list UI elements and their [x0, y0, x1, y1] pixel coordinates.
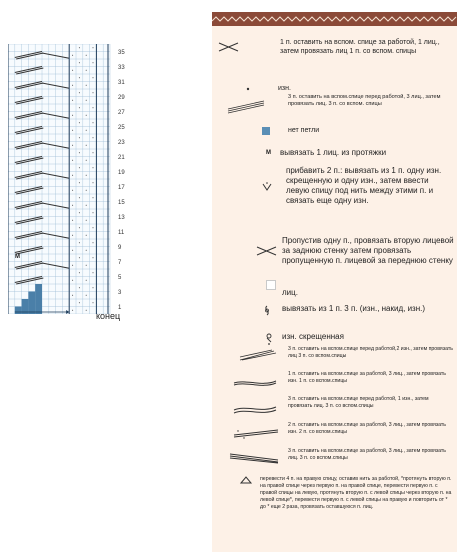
- legend-text: Пропустив одну п., провязать вторую лицевой за заднюю стенку затем провязать пропущенную п. лицевой за переднюю стенку: [282, 236, 454, 265]
- row-number: 25: [118, 125, 125, 131]
- row-number: 29: [118, 95, 125, 101]
- row-number: 27: [118, 110, 125, 116]
- purl-dot: [86, 55, 87, 56]
- purl-dot: [72, 190, 73, 191]
- purl-dot: [79, 197, 80, 198]
- purl-dot: [79, 182, 80, 183]
- purl-dot: [86, 190, 87, 191]
- purl-dot: [93, 167, 94, 168]
- legend-item-knit: [212, 288, 457, 300]
- cross-left-3-icon: [216, 40, 242, 54]
- legend-text: 3 п. оставить на вспом.спице перед работой,2 изн., затем провязать лиц 3 п. со вспом.спицы: [288, 346, 453, 359]
- legend-text: перевести 4 п. на правую спицу, оставив нить за работой, *протянуть вторую п. на правой спице через первую п. на правой спице, перевести первую п. с правой спицы на левую, протянуть вторую п. с левой спицы через вторую п. на левой спице*, перевести первую п. с левой спицы на правую и повторить от * до * еще 2 раза, провязать оставшуюся п. лиц.: [260, 476, 452, 510]
- row-number: 5: [118, 275, 122, 281]
- no-stitch-square: [15, 307, 22, 315]
- row-number: 9: [118, 245, 122, 251]
- legend-item-bobble: [212, 474, 457, 550]
- purl-dot: [86, 250, 87, 251]
- row-number: 19: [118, 170, 125, 176]
- legend-item-purl: [212, 84, 457, 94]
- purl-dot: [93, 242, 94, 243]
- no-stitch-square: [35, 299, 42, 307]
- purl-dot: [72, 160, 73, 161]
- purl-dot: [79, 287, 80, 288]
- purl-dot: [86, 70, 87, 71]
- zigzag-ornament-icon: [212, 12, 457, 26]
- purl-dot: [86, 130, 87, 131]
- row-number: 13: [118, 215, 125, 221]
- purl-dot: [86, 265, 87, 266]
- purl-dot: [72, 265, 73, 266]
- no-stitch-square: [28, 292, 35, 300]
- purl-dot: [93, 272, 94, 273]
- purl-dot: [93, 152, 94, 153]
- no-stitch-square: [35, 284, 42, 292]
- legend-text: лиц.: [282, 288, 298, 297]
- cross-right-2-icon: [254, 244, 280, 258]
- purl-dot: [86, 310, 87, 311]
- cable-3-1-icon: [232, 402, 278, 416]
- purl-dot: [93, 302, 94, 303]
- purl-dot: [79, 227, 80, 228]
- purl-dot: [79, 302, 80, 303]
- purl-dot: [79, 257, 80, 258]
- legend-header-band: [212, 12, 457, 26]
- purl-dot: [86, 235, 87, 236]
- purl-dot: [93, 122, 94, 123]
- purl-dot: [79, 62, 80, 63]
- empty-square-icon: [266, 280, 276, 290]
- row-number: 17: [118, 185, 125, 191]
- row-number: 33: [118, 65, 125, 71]
- cable-2-3-icon: [232, 426, 280, 440]
- purl-dot: [72, 280, 73, 281]
- legend-item-increase: [212, 166, 457, 228]
- row-number: 35: [118, 50, 125, 56]
- purl-dot: [79, 167, 80, 168]
- purl-dot: [86, 295, 87, 296]
- legend-text: прибавить 2 п.: вывязать из 1 п. одну изн. скрещенную и одну изн., затем ввести левую спицу под нить между этими п. и связать еще одну изн.: [286, 166, 442, 205]
- legend-text: 3 п. оставить на вспом.спице перед работой, 1 изн., затем провязать лиц. 3 п. со вспом.спицы: [288, 396, 429, 409]
- purl-dot: [79, 272, 80, 273]
- legend-item-cable-3-3-left: [212, 448, 457, 472]
- purl-dot: [93, 107, 94, 108]
- purl-dot: [72, 220, 73, 221]
- twisted-purl-icon: [262, 331, 276, 345]
- purl-dot: [79, 212, 80, 213]
- purl-dot: [93, 257, 94, 258]
- purl-dot: [72, 100, 73, 101]
- chart-grid: [8, 44, 116, 314]
- legend-item-cable-2-3: [212, 422, 457, 446]
- purl-dot: [72, 295, 73, 296]
- legend-text: 3 п. оставить на вспом.спице за работой, 3 лиц., затем провязать лиц. 3 п. со вспом.спицы: [288, 448, 447, 461]
- purl-dot: [79, 137, 80, 138]
- no-stitch-square: [22, 307, 29, 315]
- legend-item-cross-left: [212, 38, 457, 64]
- row-number: 21: [118, 155, 125, 161]
- row-number: 31: [118, 80, 125, 86]
- purl-dot: [86, 160, 87, 161]
- legend-item-cable-3-2: [212, 346, 457, 370]
- legend-item-no-stitch: [212, 126, 457, 138]
- purl-dot: [86, 280, 87, 281]
- row-number: 15: [118, 200, 125, 206]
- purl-dot: [93, 92, 94, 93]
- legend-item-cable-3-1: [212, 396, 457, 420]
- purl-dot: [86, 85, 87, 86]
- legend-item-cable-1-3: [212, 371, 457, 395]
- legend-text: 1 п. оставить на вспом. спице за работой, 1 лиц., затем провязать лиц 1 п. со вспом. спицы: [280, 39, 440, 55]
- legend-item-twisted-purl: [212, 332, 457, 344]
- no-stitch-square: [28, 299, 35, 307]
- legend-text: нет петли: [288, 127, 320, 134]
- filled-square-icon: [262, 127, 270, 135]
- legend-item-m1: [212, 148, 457, 160]
- knot-icon: [260, 304, 274, 318]
- cable-3-3-right-icon: [226, 100, 266, 114]
- purl-dot: [86, 145, 87, 146]
- row-number: 7: [118, 260, 122, 266]
- purl-dot: [79, 152, 80, 153]
- legend-text: 3 п. оставить на вспом.спице перед работой, 3 лиц., затем провязать лиц. 3 п. со вспом. спицы: [288, 94, 441, 108]
- purl-dot: [86, 220, 87, 221]
- m-letter-icon: M: [266, 150, 271, 156]
- legend-text: 1 п. оставить на вспом.спице за работой, 3 лиц., затем провязать изн. 1 п. со вспом.спицы: [288, 371, 447, 384]
- knitting-chart: [8, 44, 130, 314]
- purl-dot: [72, 235, 73, 236]
- no-stitch-square: [35, 307, 42, 315]
- legend-text: вывязать из 1 п. 3 п. (изн., накид, изн.): [282, 304, 426, 313]
- legend-item-cross-right: [212, 236, 457, 286]
- purl-dot: [79, 77, 80, 78]
- row-number: 23: [118, 140, 125, 146]
- purl-dot: [72, 115, 73, 116]
- legend-item-cable-3-3-right: [212, 94, 457, 122]
- no-stitch-square: [35, 292, 42, 300]
- purl-dot: [72, 145, 73, 146]
- purl-dot: [93, 287, 94, 288]
- purl-dot: [93, 182, 94, 183]
- purl-dot: [72, 205, 73, 206]
- purl-dot: [93, 137, 94, 138]
- chart-m-marker: M: [15, 254, 20, 260]
- purl-dot: [86, 175, 87, 176]
- row-number: 11: [118, 230, 125, 236]
- purl-dot: [72, 175, 73, 176]
- purl-dot: [72, 55, 73, 56]
- purl-dot: [79, 92, 80, 93]
- end-label: конец: [96, 311, 121, 321]
- purl-dot: [93, 212, 94, 213]
- purl-dot: [93, 62, 94, 63]
- cable-3-2-icon: [238, 348, 278, 362]
- purl-dot: [72, 250, 73, 251]
- purl-dot: [79, 107, 80, 108]
- purl-dot: [93, 197, 94, 198]
- purl-dot: [86, 115, 87, 116]
- cable-1-3-icon: [232, 375, 278, 389]
- purl-dot: [72, 130, 73, 131]
- bobble-icon: [238, 474, 254, 488]
- purl-dot: [79, 122, 80, 123]
- legend-text: изн. скрещенная: [282, 332, 344, 341]
- purl-dot: [86, 100, 87, 101]
- purl-dot: [93, 77, 94, 78]
- purl-dot: [72, 310, 73, 311]
- purl-dot: [72, 70, 73, 71]
- legend-text: изн.: [278, 85, 291, 92]
- purl-dot: [72, 85, 73, 86]
- no-stitch-square: [22, 299, 29, 307]
- no-stitch-square: [28, 307, 35, 315]
- v-increase-icon: [260, 180, 274, 194]
- row-number: 3: [118, 290, 122, 296]
- purl-dot: [79, 47, 80, 48]
- legend-panel: [212, 12, 457, 552]
- legend-text: вывязать 1 лиц. из протяжки: [280, 148, 387, 157]
- cable-3-3-left-icon: [228, 450, 280, 464]
- row-number: 1: [118, 305, 122, 311]
- purl-dot: [86, 205, 87, 206]
- legend-text: 2 п. оставить на вспом.спице за работой, 3 лиц., затем провязать изн. 2 п. со вспом.спицы: [288, 422, 447, 435]
- purl-dot: [79, 242, 80, 243]
- purl-dot: [93, 227, 94, 228]
- purl-dot: [93, 47, 94, 48]
- legend-item-3-from-1: [212, 304, 457, 326]
